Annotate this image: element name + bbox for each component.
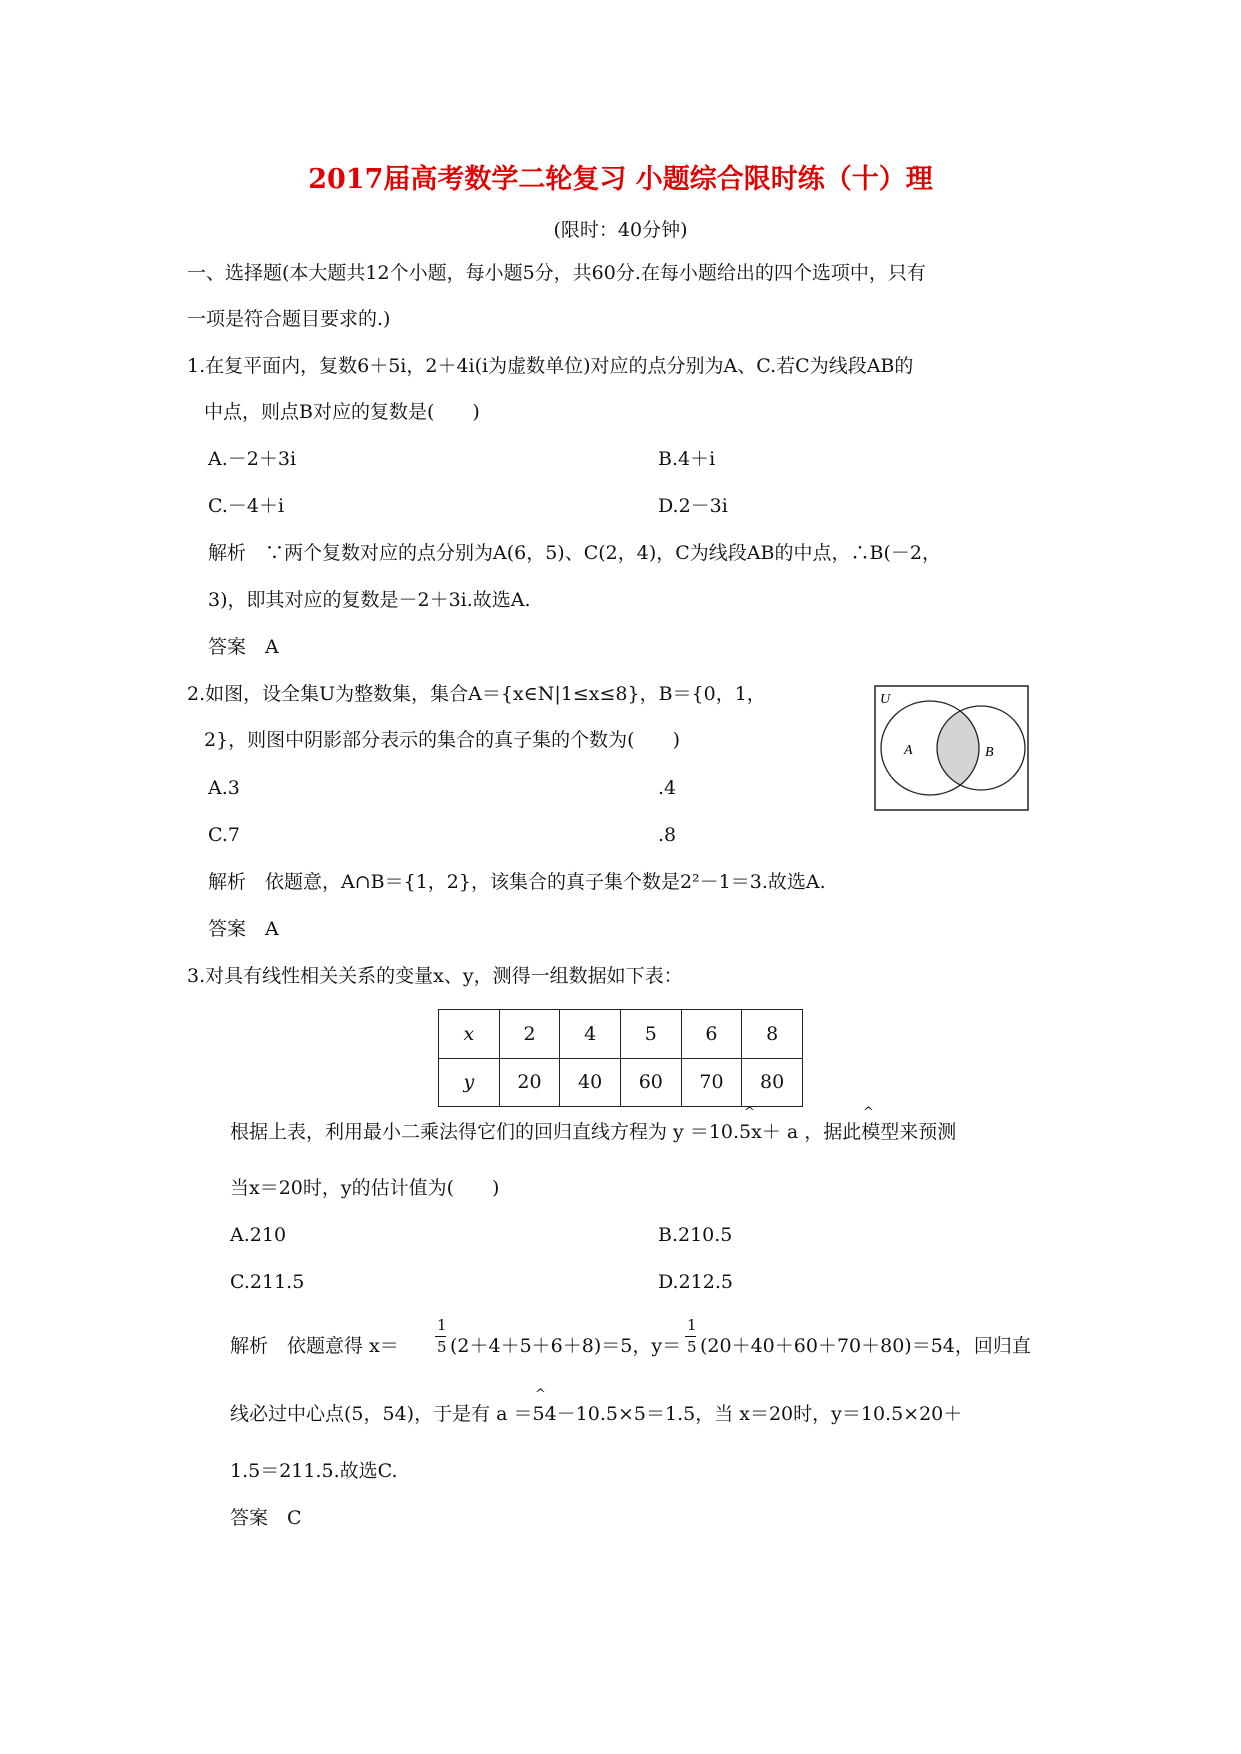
q3-analysis-line3: 1.5＝211.5.故选C. — [230, 1460, 398, 1482]
time-limit: (限时：40分钟) — [553, 219, 688, 241]
fraction-bar — [685, 1336, 696, 1337]
q1-stem-line2: 中点，则点B对应的复数是( ) — [204, 401, 480, 423]
section-heading-line1: 一、选择题(本大题共12个小题，每小题5分，共60分.在每小题给出的四个选项中，只有 — [187, 262, 926, 284]
q3-analysis-line2: 线必过中心点(5，54)，于是有 a ＝54－10.5×5＝1.5，当 x＝20时，y＝10.5×20＋ — [230, 1403, 963, 1425]
y-label-cell: y — [439, 1058, 500, 1107]
table-row — [439, 1058, 803, 1107]
universe-label: U — [880, 692, 891, 707]
fraction-numerator: 1 — [437, 1316, 447, 1334]
q1-option-d: D.2－3i — [658, 495, 728, 517]
set-a-label: A — [904, 743, 913, 758]
q2-option-c: C.7 — [208, 824, 240, 846]
table-cell: 5 — [620, 1010, 681, 1059]
q1-option-b: B.4＋i — [658, 448, 716, 470]
table-row — [439, 1010, 803, 1059]
table-cell: 40 — [560, 1058, 621, 1107]
a-hat-mark: ^ — [535, 1387, 546, 1402]
q3-option-a: A.210 — [230, 1224, 287, 1246]
fraction-numerator: 1 — [687, 1316, 697, 1334]
q3-answer: 答案 C — [230, 1507, 302, 1529]
q1-analysis-line2: 3)，即其对应的复数是－2＋3i.故选A. — [208, 589, 531, 611]
table-cell: 20 — [499, 1058, 560, 1107]
data-table — [438, 1009, 803, 1107]
q2-stem-line2: 2}，则图中阴影部分表示的集合的真子集的个数为( ) — [204, 729, 681, 751]
q1-answer: 答案 A — [208, 636, 279, 658]
a-hat-mark: ^ — [863, 1105, 874, 1120]
table-cell: 4 — [560, 1010, 621, 1059]
table-cell: 60 — [620, 1058, 681, 1107]
venn-diagram — [874, 685, 1030, 813]
q3-analysis-part1: 解析 依题意得 x＝ — [230, 1335, 399, 1357]
set-b-label: B — [985, 745, 994, 760]
q1-option-c: C.－4＋i — [208, 495, 285, 517]
x-label-cell: x — [439, 1010, 500, 1059]
fraction-bar — [435, 1336, 446, 1337]
q2-option-a: A.3 — [208, 777, 240, 799]
q2-option-d: .8 — [658, 824, 677, 846]
q1-option-a: A.－2＋3i — [208, 448, 297, 470]
q1-stem-line1: 1.在复平面内，复数6＋5i，2＋4i(i为虚数单位)对应的点分别为A、C.若C为线段AB的 — [187, 355, 914, 377]
fraction-denominator: 5 — [687, 1338, 697, 1356]
q1-analysis-line1: 解析 ∵两个复数对应的点分别为A(6，5)、C(2，4)，C为线段AB的中点，∴B(－2， — [208, 542, 941, 564]
q3-option-b: B.210.5 — [658, 1224, 733, 1246]
q2-answer: 答案 A — [208, 918, 279, 940]
q2-analysis: 解析 依题意，A∩B＝{1，2}，该集合的真子集个数是2²－1＝3.故选A. — [208, 871, 826, 893]
q2-stem-line1: 2.如图，设全集U为整数集，集合A＝{x∈N|1≤x≤8}，B＝{0，1， — [187, 683, 766, 705]
q3-line2: 当x＝20时，y的估计值为( ) — [230, 1177, 500, 1199]
q3-stem: 3.对具有线性相关关系的变量x、y，测得一组数据如下表： — [187, 965, 683, 987]
q3-option-d: D.212.5 — [658, 1271, 733, 1293]
table-cell: 80 — [742, 1058, 803, 1107]
q3-analysis-part2: (2＋4＋5＋6＋8)＝5，y＝ — [450, 1335, 682, 1357]
q3-option-c: C.211.5 — [230, 1271, 305, 1293]
table-cell: 70 — [681, 1058, 742, 1107]
table-cell: 6 — [681, 1010, 742, 1059]
y-hat-mark: ^ — [744, 1105, 755, 1120]
page-title: 2017届高考数学二轮复习 小题综合限时练（十）理 — [308, 164, 933, 195]
section-heading-line2: 一项是符合题目要求的.) — [187, 308, 391, 330]
q2-option-b: .4 — [658, 777, 677, 799]
fraction-denominator: 5 — [437, 1338, 447, 1356]
table-cell: 2 — [499, 1010, 560, 1059]
q3-line1: 根据上表，利用最小二乘法得它们的回归直线方程为 y ＝10.5x＋ a ，据此模型来预测 — [230, 1121, 957, 1143]
q3-analysis-part3: (20＋40＋60＋70＋80)＝54，回归直 — [700, 1335, 1031, 1357]
table-cell: 8 — [742, 1010, 803, 1059]
